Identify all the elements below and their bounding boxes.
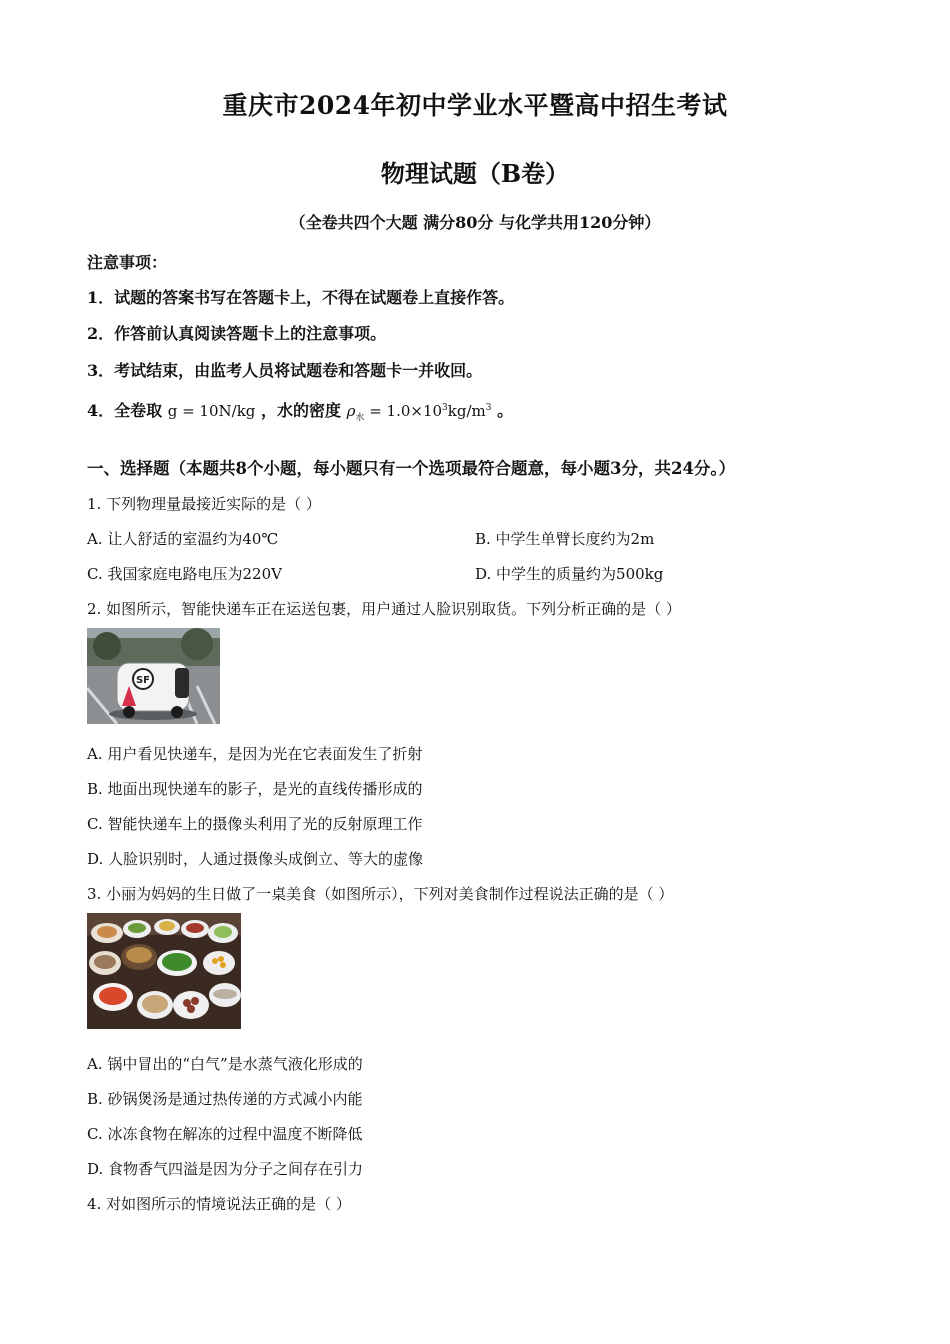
- notice-item-1: 1．试题的答案书写在答题卡上，不得在试题卷上直接作答。: [87, 288, 515, 307]
- question-2-option-d: D. 人脸识别时，人通过摄像头成倒立、等大的虚像: [87, 850, 424, 868]
- question-3-option-b: B. 砂锅煲汤是通过热传递的方式减小内能: [87, 1090, 363, 1108]
- gravity-formula: g = 10N/kg: [167, 402, 256, 420]
- question-3-stem: 3. 小丽为妈妈的生日做了一桌美食（如图所示），下列对美食制作过程说法正确的是（ ）: [87, 885, 674, 903]
- notice-item-2: 2．作答前认真阅读答题卡上的注意事项。: [87, 324, 387, 343]
- exam-subtitle: 物理试题（B卷）: [380, 159, 570, 188]
- question-1-option-b: B. 中学生单臂长度约为2m: [475, 530, 655, 548]
- food-table-illustration: [87, 913, 241, 1029]
- question-1-option-d: D. 中学生的质量约为500kg: [475, 565, 664, 583]
- question-4-stem: 4. 对如图所示的情境说法正确的是（ ）: [87, 1195, 351, 1213]
- notice-heading: 注意事项：: [87, 253, 168, 272]
- delivery-van-photo: [87, 628, 220, 724]
- question-2-option-b: B. 地面出现快递车的影子，是光的直线传播形成的: [87, 780, 423, 798]
- notice-item-4: [87, 398, 513, 423]
- van-logo-text: SF: [135, 675, 151, 686]
- section-1-heading: 一、选择题（本题共8个小题，每小题只有一个选项最符合题意，每小题3分，共24分。）: [87, 459, 736, 478]
- notice-item-4-prefix: 4．全卷取: [87, 401, 163, 420]
- exam-note: （全卷共四个大题 满分80分 与化学共用120分钟）: [289, 213, 661, 232]
- food-table-photo: [87, 913, 241, 1029]
- notice-item-3: 3．考试结束，由监考人员将试题卷和答题卡一并收回。: [87, 361, 483, 380]
- question-1-option-a: A. 让人舒适的室温约为40℃: [87, 530, 279, 548]
- question-1-stem: 1. 下列物理量最接近实际的是（ ）: [87, 495, 321, 513]
- question-1-option-c: C. 我国家庭电路电压为220V: [87, 565, 282, 583]
- exam-title: 重庆市2024年初中学业水平暨高中招生考试: [222, 91, 728, 120]
- question-2-option-c: C. 智能快递车上的摄像头利用了光的反射原理工作: [87, 815, 423, 833]
- notice-item-4-mid: ，水的密度: [260, 401, 341, 420]
- delivery-van-illustration: [87, 628, 220, 724]
- question-2-stem: 2. 如图所示，智能快递车正在运送包裹，用户通过人脸识别取货。下列分析正确的是（ ）: [87, 600, 681, 618]
- notice-item-4-end: 。: [497, 401, 514, 420]
- question-3-option-c: C. 冰冻食物在解冻的过程中温度不断降低: [87, 1125, 363, 1143]
- question-3-option-d: D. 食物香气四溢是因为分子之间存在引力: [87, 1160, 364, 1178]
- question-3-option-a: A. 锅中冒出的“白气”是水蒸气液化形成的: [87, 1055, 363, 1073]
- question-2-option-a: A. 用户看见快递车，是因为光在它表面发生了折射: [87, 745, 423, 763]
- density-formula: $\rho_水 = 1.0\times 10^3kg/m^3$: [346, 402, 492, 423]
